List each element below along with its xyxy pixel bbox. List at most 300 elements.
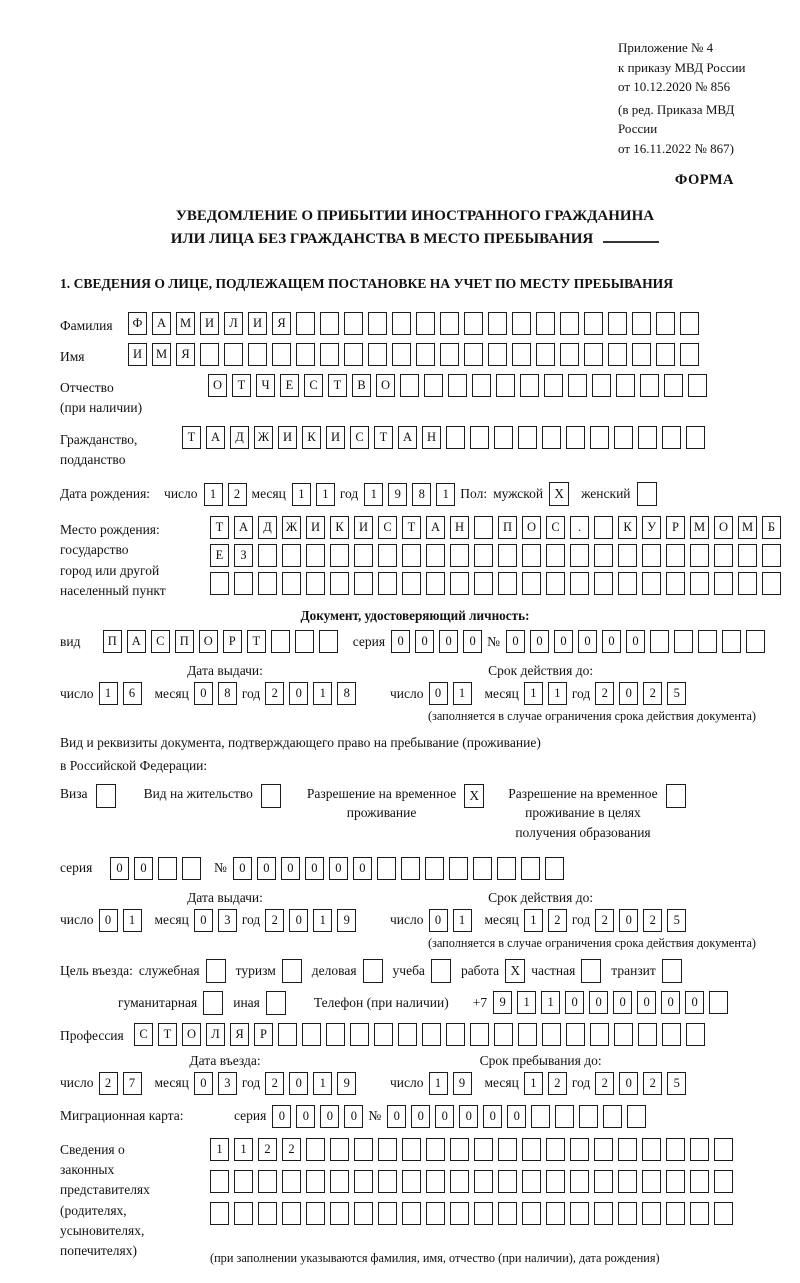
char-cell[interactable] xyxy=(594,1138,613,1161)
char-cell[interactable]: Я xyxy=(176,343,195,366)
char-cell[interactable] xyxy=(592,374,611,397)
char-cell[interactable] xyxy=(746,630,765,653)
char-cell[interactable] xyxy=(656,343,675,366)
char-cell[interactable]: 0 xyxy=(506,630,525,653)
char-cell[interactable]: Р xyxy=(254,1023,273,1046)
char-cell[interactable] xyxy=(296,312,315,335)
char-cell[interactable] xyxy=(330,544,349,567)
char-cell[interactable] xyxy=(306,1202,325,1225)
char-cell[interactable] xyxy=(650,630,669,653)
char-cell[interactable] xyxy=(518,426,537,449)
char-cell[interactable] xyxy=(320,343,339,366)
char-cell[interactable] xyxy=(498,1202,517,1225)
char-cell[interactable] xyxy=(320,312,339,335)
char-cell[interactable]: 0 xyxy=(459,1105,478,1128)
char-cell[interactable] xyxy=(662,426,681,449)
char-cell[interactable] xyxy=(618,544,637,567)
char-cell[interactable] xyxy=(470,426,489,449)
char-cell[interactable] xyxy=(402,1202,421,1225)
char-cell[interactable]: 0 xyxy=(463,630,482,653)
char-cell[interactable]: 2 xyxy=(643,682,662,705)
char-cell[interactable] xyxy=(714,1202,733,1225)
char-cell[interactable]: И xyxy=(200,312,219,335)
char-cell[interactable] xyxy=(368,312,387,335)
char-cell[interactable] xyxy=(544,374,563,397)
purpose-sluzhebnaya-checkbox[interactable] xyxy=(206,959,226,983)
char-cell[interactable]: 1 xyxy=(548,682,567,705)
char-cell[interactable] xyxy=(224,343,243,366)
char-cell[interactable] xyxy=(627,1105,646,1128)
char-cell[interactable] xyxy=(282,544,301,567)
char-cell[interactable] xyxy=(464,343,483,366)
char-cell[interactable]: 2 xyxy=(265,682,284,705)
char-cell[interactable] xyxy=(494,426,513,449)
char-cell[interactable] xyxy=(234,1202,253,1225)
char-cell[interactable]: Т xyxy=(158,1023,177,1046)
char-cell[interactable]: А xyxy=(152,312,171,335)
char-cell[interactable] xyxy=(714,544,733,567)
char-cell[interactable]: 1 xyxy=(313,682,332,705)
char-cell[interactable]: Л xyxy=(224,312,243,335)
char-cell[interactable] xyxy=(664,374,683,397)
char-cell[interactable] xyxy=(234,572,253,595)
char-cell[interactable] xyxy=(306,1138,325,1161)
char-cell[interactable] xyxy=(344,343,363,366)
char-cell[interactable]: Д xyxy=(258,516,277,539)
char-cell[interactable] xyxy=(344,312,363,335)
char-cell[interactable] xyxy=(555,1105,574,1128)
char-cell[interactable]: 1 xyxy=(364,483,383,506)
char-cell[interactable]: 0 xyxy=(565,991,584,1014)
char-cell[interactable]: 2 xyxy=(282,1138,301,1161)
char-cell[interactable] xyxy=(690,544,709,567)
char-cell[interactable] xyxy=(666,544,685,567)
char-cell[interactable] xyxy=(446,1023,465,1046)
char-cell[interactable] xyxy=(426,572,445,595)
char-cell[interactable]: Т xyxy=(210,516,229,539)
char-cell[interactable] xyxy=(330,572,349,595)
char-cell[interactable]: Ф xyxy=(128,312,147,335)
char-cell[interactable] xyxy=(402,544,421,567)
char-cell[interactable] xyxy=(450,572,469,595)
char-cell[interactable] xyxy=(401,857,420,880)
char-cell[interactable]: 2 xyxy=(595,682,614,705)
char-cell[interactable] xyxy=(709,991,728,1014)
char-cell[interactable]: 2 xyxy=(595,1072,614,1095)
char-cell[interactable]: 0 xyxy=(391,630,410,653)
char-cell[interactable]: 0 xyxy=(387,1105,406,1128)
char-cell[interactable]: Н xyxy=(450,516,469,539)
char-cell[interactable]: Ч xyxy=(256,374,275,397)
char-cell[interactable] xyxy=(210,1202,229,1225)
char-cell[interactable]: Ж xyxy=(282,516,301,539)
char-cell[interactable]: 1 xyxy=(204,483,223,506)
char-cell[interactable]: О xyxy=(376,374,395,397)
char-cell[interactable] xyxy=(474,1202,493,1225)
char-cell[interactable] xyxy=(488,312,507,335)
char-cell[interactable]: О xyxy=(182,1023,201,1046)
char-cell[interactable] xyxy=(594,1170,613,1193)
char-cell[interactable]: А xyxy=(206,426,225,449)
char-cell[interactable] xyxy=(472,374,491,397)
char-cell[interactable] xyxy=(450,1202,469,1225)
char-cell[interactable] xyxy=(446,426,465,449)
sex-female-checkbox[interactable] xyxy=(637,482,657,506)
char-cell[interactable] xyxy=(330,1138,349,1161)
char-cell[interactable]: Т xyxy=(182,426,201,449)
char-cell[interactable]: 0 xyxy=(619,682,638,705)
char-cell[interactable] xyxy=(632,343,651,366)
char-cell[interactable] xyxy=(546,572,565,595)
char-cell[interactable] xyxy=(182,857,201,880)
char-cell[interactable]: 9 xyxy=(388,483,407,506)
char-cell[interactable] xyxy=(377,857,396,880)
char-cell[interactable] xyxy=(378,544,397,567)
char-cell[interactable] xyxy=(546,1170,565,1193)
char-cell[interactable]: 8 xyxy=(218,682,237,705)
char-cell[interactable]: 3 xyxy=(218,1072,237,1095)
char-cell[interactable]: 0 xyxy=(554,630,573,653)
char-cell[interactable] xyxy=(400,374,419,397)
char-cell[interactable] xyxy=(498,1138,517,1161)
char-cell[interactable]: 0 xyxy=(344,1105,363,1128)
char-cell[interactable] xyxy=(594,572,613,595)
char-cell[interactable] xyxy=(566,426,585,449)
char-cell[interactable] xyxy=(642,1170,661,1193)
char-cell[interactable] xyxy=(666,1170,685,1193)
char-cell[interactable] xyxy=(662,1023,681,1046)
char-cell[interactable]: 0 xyxy=(415,630,434,653)
char-cell[interactable]: К xyxy=(302,426,321,449)
char-cell[interactable] xyxy=(579,1105,598,1128)
char-cell[interactable] xyxy=(570,1138,589,1161)
char-cell[interactable]: С xyxy=(304,374,323,397)
char-cell[interactable] xyxy=(354,1138,373,1161)
char-cell[interactable] xyxy=(330,1170,349,1193)
char-cell[interactable]: О xyxy=(522,516,541,539)
char-cell[interactable] xyxy=(416,312,435,335)
purpose-tranzit-checkbox[interactable] xyxy=(662,959,682,983)
char-cell[interactable] xyxy=(638,426,657,449)
char-cell[interactable] xyxy=(594,544,613,567)
char-cell[interactable] xyxy=(326,1023,345,1046)
option-temp-residence-edu-checkbox[interactable] xyxy=(666,784,686,808)
char-cell[interactable] xyxy=(546,544,565,567)
char-cell[interactable] xyxy=(688,374,707,397)
char-cell[interactable] xyxy=(282,1202,301,1225)
char-cell[interactable] xyxy=(354,1170,373,1193)
char-cell[interactable] xyxy=(656,312,675,335)
char-cell[interactable]: Я xyxy=(272,312,291,335)
char-cell[interactable] xyxy=(425,857,444,880)
char-cell[interactable] xyxy=(614,1023,633,1046)
char-cell[interactable] xyxy=(738,572,757,595)
char-cell[interactable]: М xyxy=(176,312,195,335)
char-cell[interactable] xyxy=(690,1170,709,1193)
char-cell[interactable] xyxy=(536,343,555,366)
char-cell[interactable] xyxy=(714,1138,733,1161)
char-cell[interactable] xyxy=(474,544,493,567)
char-cell[interactable]: Л xyxy=(206,1023,225,1046)
char-cell[interactable] xyxy=(440,312,459,335)
char-cell[interactable] xyxy=(590,1023,609,1046)
char-cell[interactable]: Д xyxy=(230,426,249,449)
purpose-turizm-checkbox[interactable] xyxy=(282,959,302,983)
char-cell[interactable] xyxy=(618,1202,637,1225)
char-cell[interactable] xyxy=(714,1170,733,1193)
char-cell[interactable] xyxy=(616,374,635,397)
char-cell[interactable]: И xyxy=(278,426,297,449)
char-cell[interactable] xyxy=(498,572,517,595)
purpose-gumanitarnaya-checkbox[interactable] xyxy=(203,991,223,1015)
char-cell[interactable]: 2 xyxy=(595,909,614,932)
char-cell[interactable] xyxy=(608,343,627,366)
char-cell[interactable] xyxy=(497,857,516,880)
char-cell[interactable]: 2 xyxy=(643,1072,662,1095)
char-cell[interactable] xyxy=(722,630,741,653)
char-cell[interactable]: 0 xyxy=(439,630,458,653)
char-cell[interactable]: Е xyxy=(280,374,299,397)
char-cell[interactable]: Ж xyxy=(254,426,273,449)
char-cell[interactable] xyxy=(282,572,301,595)
char-cell[interactable]: 0 xyxy=(619,909,638,932)
char-cell[interactable]: С xyxy=(546,516,565,539)
char-cell[interactable]: Н xyxy=(422,426,441,449)
char-cell[interactable]: А xyxy=(398,426,417,449)
char-cell[interactable]: 0 xyxy=(194,909,213,932)
char-cell[interactable] xyxy=(426,1138,445,1161)
char-cell[interactable] xyxy=(686,426,705,449)
char-cell[interactable] xyxy=(450,1138,469,1161)
char-cell[interactable]: 0 xyxy=(296,1105,315,1128)
sex-male-checkbox[interactable]: X xyxy=(549,482,569,506)
char-cell[interactable] xyxy=(210,1170,229,1193)
char-cell[interactable] xyxy=(158,857,177,880)
char-cell[interactable] xyxy=(378,1170,397,1193)
char-cell[interactable] xyxy=(426,544,445,567)
char-cell[interactable] xyxy=(474,516,493,539)
char-cell[interactable] xyxy=(392,343,411,366)
char-cell[interactable]: 1 xyxy=(453,909,472,932)
char-cell[interactable]: Е xyxy=(210,544,229,567)
char-cell[interactable]: Р xyxy=(666,516,685,539)
char-cell[interactable] xyxy=(474,1138,493,1161)
char-cell[interactable] xyxy=(470,1023,489,1046)
char-cell[interactable] xyxy=(762,572,781,595)
char-cell[interactable]: Р xyxy=(223,630,242,653)
char-cell[interactable] xyxy=(642,1138,661,1161)
char-cell[interactable]: 0 xyxy=(435,1105,454,1128)
char-cell[interactable]: 1 xyxy=(517,991,536,1014)
char-cell[interactable] xyxy=(642,572,661,595)
char-cell[interactable]: 2 xyxy=(228,483,247,506)
char-cell[interactable] xyxy=(416,343,435,366)
purpose-chastnaya-checkbox[interactable] xyxy=(581,959,601,983)
char-cell[interactable] xyxy=(568,374,587,397)
char-cell[interactable] xyxy=(494,1023,513,1046)
char-cell[interactable]: 0 xyxy=(602,630,621,653)
char-cell[interactable]: 1 xyxy=(524,682,543,705)
char-cell[interactable]: 0 xyxy=(429,682,448,705)
char-cell[interactable]: 1 xyxy=(313,1072,332,1095)
char-cell[interactable]: 5 xyxy=(667,1072,686,1095)
char-cell[interactable] xyxy=(473,857,492,880)
char-cell[interactable]: 0 xyxy=(257,857,276,880)
char-cell[interactable] xyxy=(402,572,421,595)
char-cell[interactable] xyxy=(271,630,290,653)
char-cell[interactable] xyxy=(422,1023,441,1046)
char-cell[interactable] xyxy=(402,1170,421,1193)
char-cell[interactable] xyxy=(426,1170,445,1193)
char-cell[interactable] xyxy=(258,1202,277,1225)
char-cell[interactable]: 5 xyxy=(667,909,686,932)
char-cell[interactable]: 0 xyxy=(320,1105,339,1128)
char-cell[interactable]: 9 xyxy=(453,1072,472,1095)
char-cell[interactable]: 1 xyxy=(313,909,332,932)
char-cell[interactable] xyxy=(570,572,589,595)
char-cell[interactable]: Т xyxy=(402,516,421,539)
char-cell[interactable] xyxy=(632,312,651,335)
char-cell[interactable] xyxy=(282,1170,301,1193)
char-cell[interactable] xyxy=(496,374,515,397)
char-cell[interactable] xyxy=(248,343,267,366)
char-cell[interactable]: 0 xyxy=(353,857,372,880)
char-cell[interactable]: 0 xyxy=(483,1105,502,1128)
char-cell[interactable] xyxy=(306,544,325,567)
char-cell[interactable] xyxy=(536,312,555,335)
char-cell[interactable]: И xyxy=(354,516,373,539)
char-cell[interactable] xyxy=(618,572,637,595)
char-cell[interactable]: М xyxy=(152,343,171,366)
char-cell[interactable] xyxy=(690,572,709,595)
char-cell[interactable] xyxy=(590,426,609,449)
char-cell[interactable] xyxy=(350,1023,369,1046)
char-cell[interactable]: 1 xyxy=(210,1138,229,1161)
char-cell[interactable]: 2 xyxy=(548,909,567,932)
char-cell[interactable]: 1 xyxy=(234,1138,253,1161)
char-cell[interactable] xyxy=(594,516,613,539)
char-cell[interactable]: 0 xyxy=(289,1072,308,1095)
char-cell[interactable]: И xyxy=(128,343,147,366)
char-cell[interactable]: 1 xyxy=(524,1072,543,1095)
char-cell[interactable] xyxy=(378,1202,397,1225)
char-cell[interactable] xyxy=(542,426,561,449)
char-cell[interactable] xyxy=(560,343,579,366)
char-cell[interactable] xyxy=(521,857,540,880)
char-cell[interactable] xyxy=(272,343,291,366)
purpose-delovaya-checkbox[interactable] xyxy=(363,959,383,983)
char-cell[interactable] xyxy=(296,343,315,366)
char-cell[interactable]: 0 xyxy=(305,857,324,880)
char-cell[interactable] xyxy=(474,1170,493,1193)
char-cell[interactable]: О xyxy=(208,374,227,397)
char-cell[interactable] xyxy=(566,1023,585,1046)
char-cell[interactable] xyxy=(666,1138,685,1161)
char-cell[interactable]: 1 xyxy=(436,483,455,506)
char-cell[interactable]: А xyxy=(234,516,253,539)
char-cell[interactable] xyxy=(374,1023,393,1046)
char-cell[interactable] xyxy=(690,1138,709,1161)
char-cell[interactable] xyxy=(518,1023,537,1046)
char-cell[interactable] xyxy=(448,374,467,397)
char-cell[interactable] xyxy=(570,1170,589,1193)
char-cell[interactable] xyxy=(402,1138,421,1161)
char-cell[interactable] xyxy=(354,572,373,595)
purpose-ucheba-checkbox[interactable] xyxy=(431,959,451,983)
char-cell[interactable] xyxy=(398,1023,417,1046)
char-cell[interactable] xyxy=(258,572,277,595)
char-cell[interactable]: 0 xyxy=(289,909,308,932)
char-cell[interactable] xyxy=(522,1138,541,1161)
char-cell[interactable] xyxy=(450,544,469,567)
char-cell[interactable] xyxy=(640,374,659,397)
option-residence-permit-checkbox[interactable] xyxy=(261,784,281,808)
char-cell[interactable] xyxy=(450,1170,469,1193)
char-cell[interactable]: 9 xyxy=(493,991,512,1014)
char-cell[interactable] xyxy=(302,1023,321,1046)
char-cell[interactable]: 0 xyxy=(619,1072,638,1095)
char-cell[interactable] xyxy=(762,544,781,567)
char-cell[interactable] xyxy=(234,1170,253,1193)
char-cell[interactable]: 1 xyxy=(99,682,118,705)
char-cell[interactable] xyxy=(488,343,507,366)
char-cell[interactable]: 2 xyxy=(643,909,662,932)
char-cell[interactable]: 0 xyxy=(661,991,680,1014)
char-cell[interactable] xyxy=(666,1202,685,1225)
char-cell[interactable] xyxy=(642,1202,661,1225)
char-cell[interactable]: С xyxy=(350,426,369,449)
char-cell[interactable]: О xyxy=(714,516,733,539)
char-cell[interactable] xyxy=(594,1202,613,1225)
char-cell[interactable]: 3 xyxy=(218,909,237,932)
char-cell[interactable]: 0 xyxy=(685,991,704,1014)
char-cell[interactable]: 1 xyxy=(429,1072,448,1095)
char-cell[interactable]: С xyxy=(134,1023,153,1046)
char-cell[interactable]: 0 xyxy=(281,857,300,880)
char-cell[interactable] xyxy=(258,1170,277,1193)
purpose-inaya-checkbox[interactable] xyxy=(266,991,286,1015)
char-cell[interactable]: С xyxy=(378,516,397,539)
char-cell[interactable] xyxy=(306,1170,325,1193)
char-cell[interactable]: 2 xyxy=(265,1072,284,1095)
char-cell[interactable]: И xyxy=(326,426,345,449)
char-cell[interactable]: 0 xyxy=(637,991,656,1014)
char-cell[interactable] xyxy=(531,1105,550,1128)
char-cell[interactable] xyxy=(210,572,229,595)
char-cell[interactable] xyxy=(295,630,314,653)
char-cell[interactable] xyxy=(498,544,517,567)
char-cell[interactable]: 5 xyxy=(667,682,686,705)
char-cell[interactable] xyxy=(330,1202,349,1225)
char-cell[interactable]: 9 xyxy=(337,909,356,932)
char-cell[interactable] xyxy=(680,312,699,335)
char-cell[interactable] xyxy=(424,374,443,397)
char-cell[interactable] xyxy=(278,1023,297,1046)
char-cell[interactable] xyxy=(690,1202,709,1225)
char-cell[interactable] xyxy=(378,572,397,595)
char-cell[interactable]: Б xyxy=(762,516,781,539)
char-cell[interactable]: 0 xyxy=(233,857,252,880)
char-cell[interactable] xyxy=(392,312,411,335)
char-cell[interactable]: И xyxy=(306,516,325,539)
char-cell[interactable] xyxy=(498,1170,517,1193)
char-cell[interactable]: 1 xyxy=(292,483,311,506)
char-cell[interactable]: П xyxy=(498,516,517,539)
char-cell[interactable]: 9 xyxy=(337,1072,356,1095)
char-cell[interactable]: 0 xyxy=(289,682,308,705)
char-cell[interactable] xyxy=(512,312,531,335)
char-cell[interactable]: А xyxy=(426,516,445,539)
